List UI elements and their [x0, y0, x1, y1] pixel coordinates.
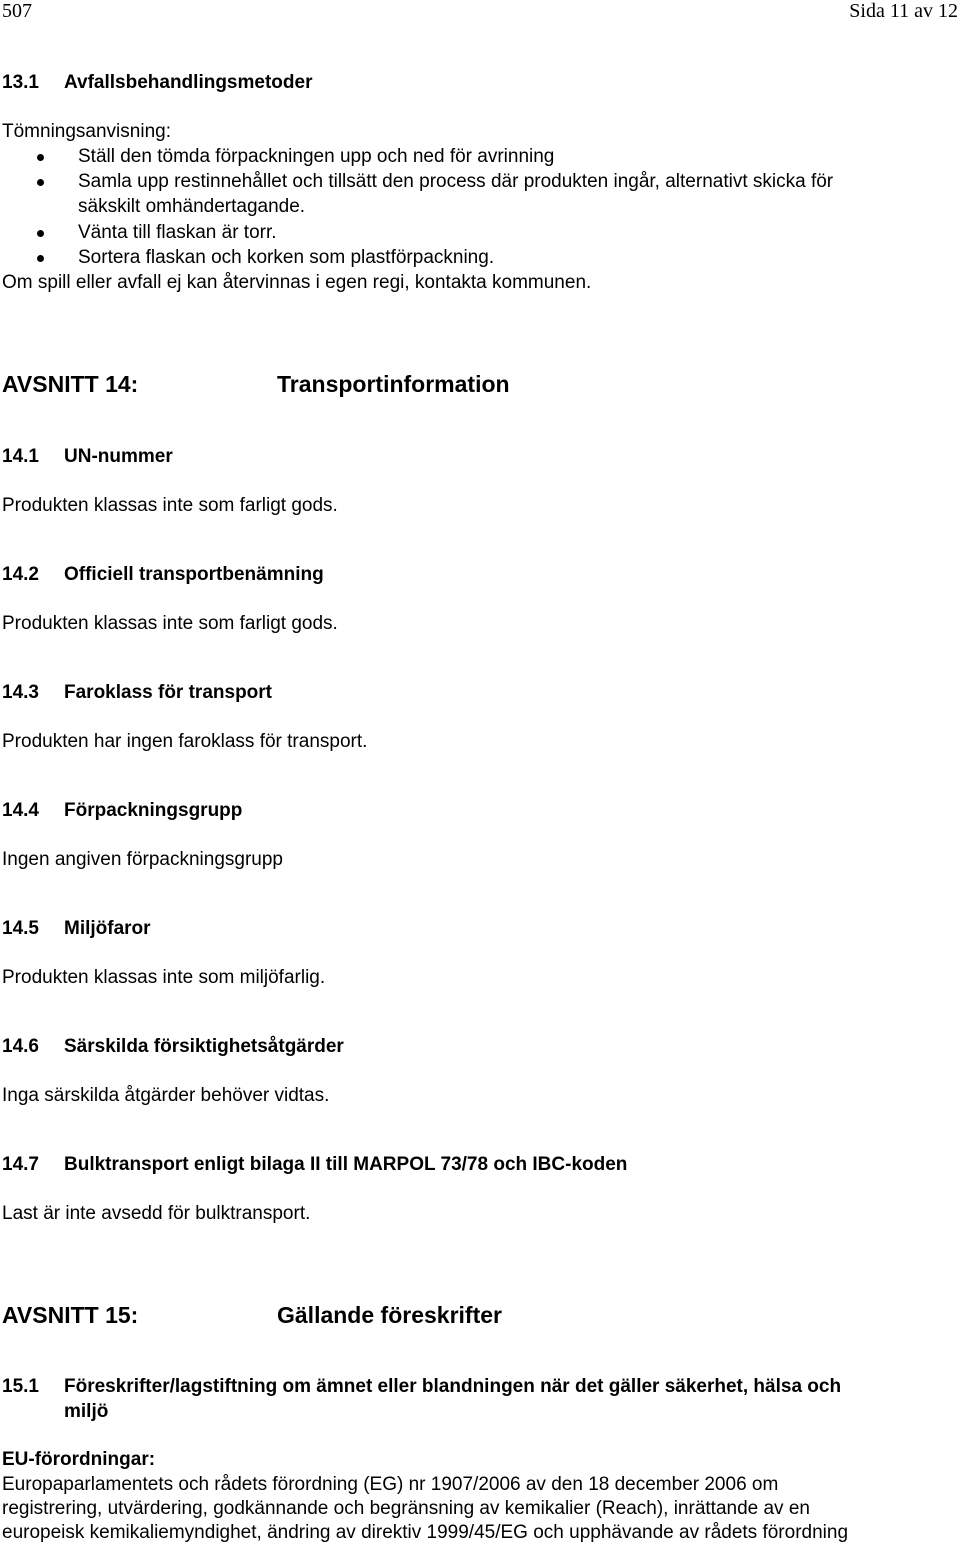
subsection-number: 14.6 [2, 1036, 39, 1057]
subsection-title: Föreskrifter/lagstiftning om ämnet eller blandningen när det gäller säkerhet, hälsa och [64, 1376, 842, 1397]
subsection-text: Produkten klassas inte som farligt gods. [2, 495, 338, 516]
eu-regulation-line: europeisk kemikaliemyndighet, ändring av direktiv 1999/45/EG och upphävande av rådets förordning [2, 1522, 849, 1543]
subsection-text: Ingen angiven förpackningsgrupp [2, 849, 283, 870]
spill-note: Om spill eller avfall ej kan återvinnas i egen regi, kontakta kommunen. [2, 272, 592, 293]
subsection-text: Produkten har ingen faroklass för transport. [2, 731, 368, 752]
subsection-title: Miljöfaror [64, 918, 151, 939]
subsection-title-continuation: miljö [64, 1401, 109, 1422]
subsection-title: Faroklass för transport [64, 682, 272, 703]
bullet-icon [37, 179, 44, 186]
subsection-number: 14.4 [2, 800, 39, 821]
subsection-heading [2, 800, 242, 822]
subsection-text: Inga särskilda åtgärder behöver vidtas. [2, 1085, 330, 1106]
subsection-title: Förpackningsgrupp [64, 800, 243, 821]
subsection-number: 14.5 [2, 918, 39, 939]
section-14-title: Transportinformation [277, 371, 510, 397]
subsection-heading [2, 446, 173, 468]
instruction-bullet-continuation: säkskilt omhändertagande. [78, 196, 306, 217]
subsection-number: 14.7 [2, 1154, 39, 1175]
heading-number: 13.1 [2, 72, 39, 93]
section-15-title: Gällande föreskrifter [277, 1302, 502, 1328]
bullet-icon [37, 230, 44, 237]
subsection-title: Särskilda försiktighetsåtgärder [64, 1036, 344, 1057]
instruction-bullet: Vänta till flaskan är torr. [78, 222, 277, 243]
subsection-heading [2, 564, 324, 586]
subsection-title: UN-nummer [64, 446, 173, 467]
heading-title: Avfallsbehandlingsmetoder [64, 72, 313, 93]
eu-regulation-line: registrering, utvärdering, godkännande och begränsning av kemikalier (Reach), inrättande av en [2, 1498, 810, 1519]
section-15-label: AVSNITT 15: [2, 1302, 139, 1328]
section-14-label: AVSNITT 14: [2, 371, 139, 397]
subsection-heading [2, 682, 272, 704]
subsection-heading [2, 1036, 344, 1058]
subsection-number: 15.1 [2, 1376, 39, 1397]
eu-regulation-line: Europaparlamentets och rådets förordning (EG) nr 1907/2006 av den 18 december 2006 om [2, 1474, 779, 1495]
eu-regulations-label: EU-förordningar: [2, 1449, 156, 1470]
subsection-text: Produkten klassas inte som miljöfarlig. [2, 967, 326, 988]
instruction-label: Tömningsanvisning: [2, 121, 171, 142]
instruction-bullet: Sortera flaskan och korken som plastförpackning. [78, 247, 495, 268]
page-of-label: Sida 11 av 12 [849, 0, 958, 22]
subsection-text: Last är inte avsedd för bulktransport. [2, 1203, 311, 1224]
bullet-icon [37, 255, 44, 262]
subsection-title: Bulktransport enligt bilaga II till MARPOL 73/78 och IBC-koden [64, 1154, 628, 1175]
subsection-heading [2, 1154, 627, 1176]
subsection-number: 14.1 [2, 446, 39, 467]
section-13-1-heading [2, 72, 312, 94]
subsection-heading [2, 918, 151, 940]
instruction-bullet: Ställ den tömda förpackningen upp och ned för avrinning [78, 146, 555, 167]
subsection-number: 14.3 [2, 682, 39, 703]
instruction-bullet: Samla upp restinnehållet och tillsätt den process där produkten ingår, alternativt skicka för [78, 171, 834, 192]
subsection-number: 14.2 [2, 564, 39, 585]
subsection-text: Produkten klassas inte som farligt gods. [2, 613, 338, 634]
subsection-title: Officiell transportbenämning [64, 564, 324, 585]
page-number: 507 [2, 0, 32, 22]
bullet-icon [37, 154, 44, 161]
